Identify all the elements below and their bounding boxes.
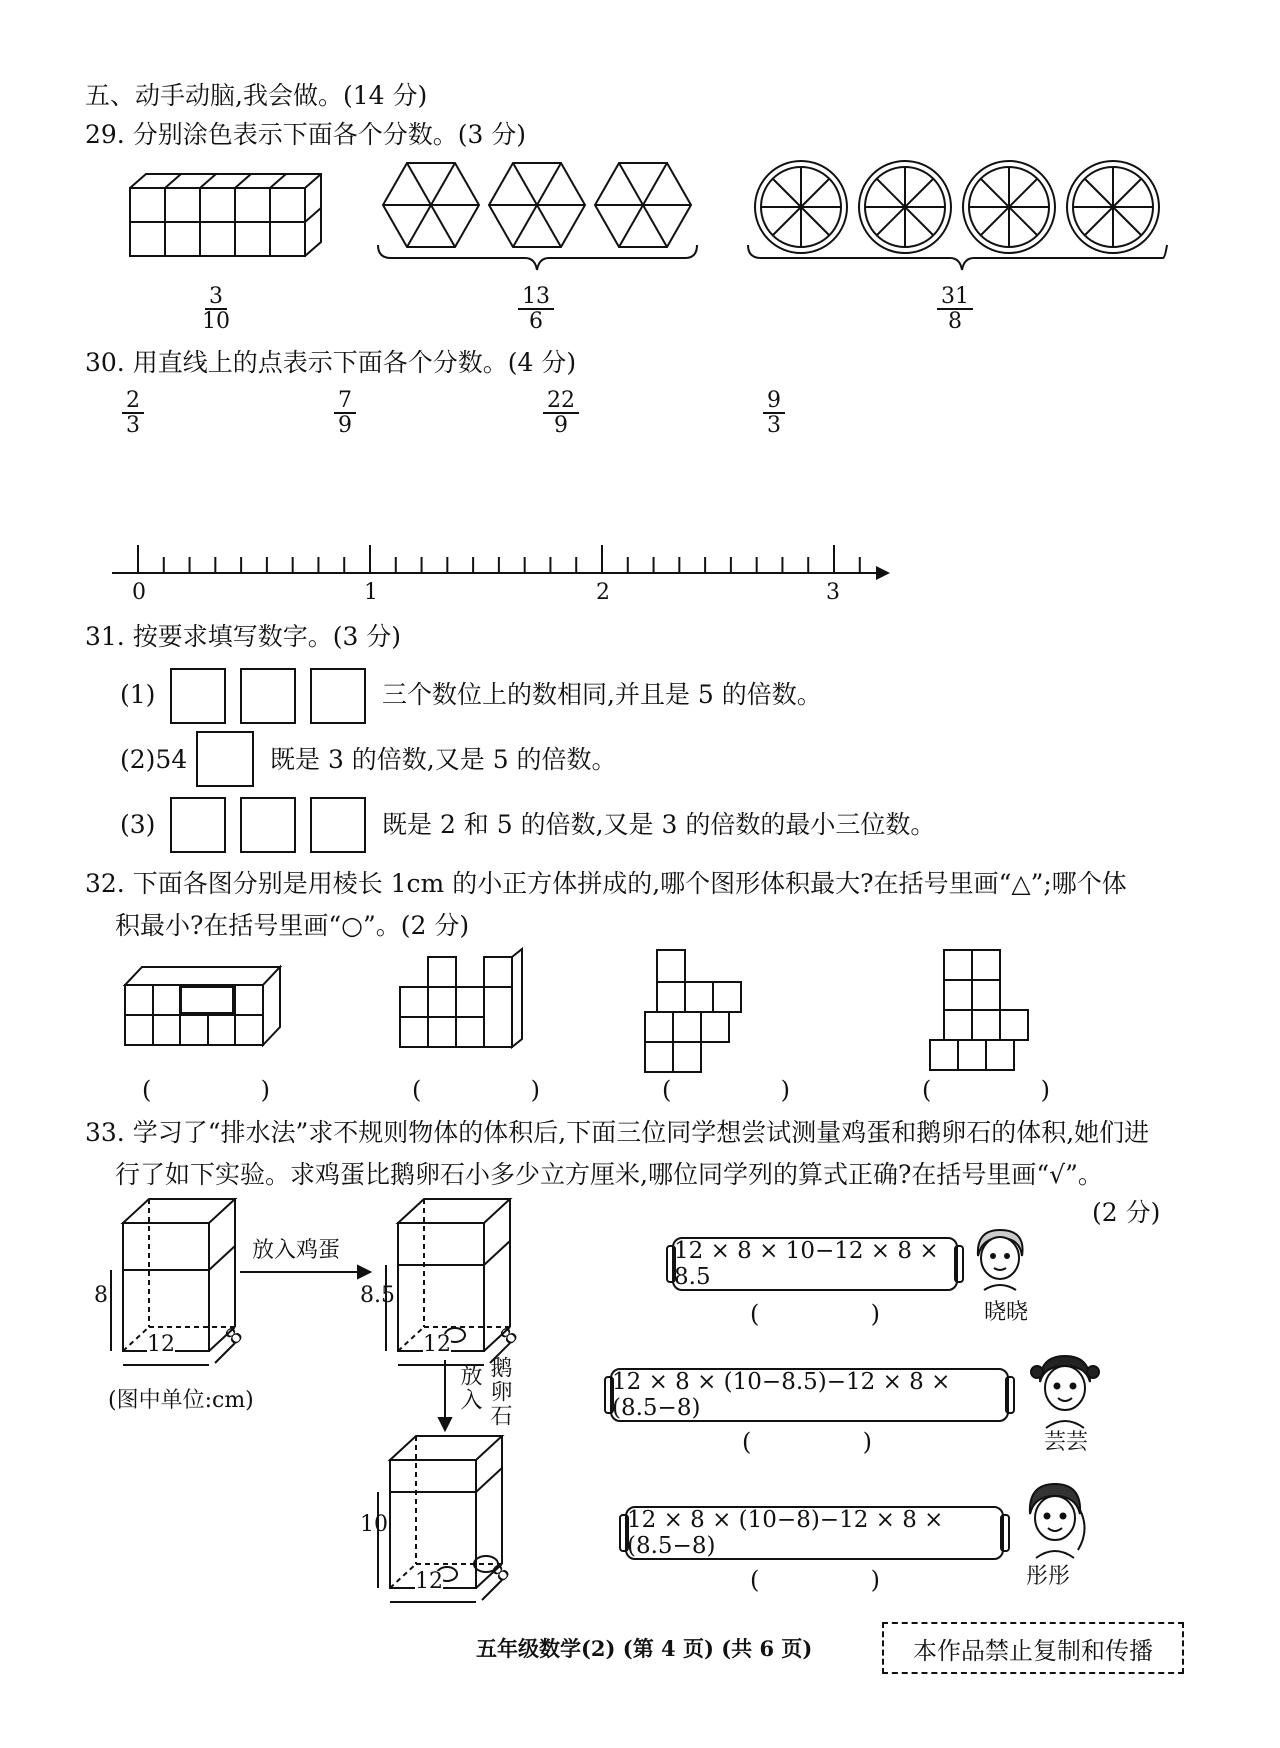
q31-2-text: 既是 3 的倍数,又是 5 的倍数。 — [270, 745, 617, 774]
q31-1-text: 三个数位上的数相同,并且是 5 的倍数。 — [382, 680, 822, 709]
tank-1-length: 12 — [147, 1332, 175, 1357]
q32-figure-2 — [400, 955, 540, 1065]
arrow-put-egg — [240, 1262, 370, 1282]
q32-line-2: 积最小?在括号里画“○”。(2 分) — [115, 911, 470, 940]
q32-line-1: 32. 下面各图分别是用棱长 1cm 的小正方体拼成的,哪个图形体积最大?在括号里画“△”;哪个体 — [85, 869, 1127, 898]
q29-cuboid-figure — [128, 170, 328, 260]
formula-xiaoxiao: 12 × 8 × 10−12 × 8 × 8.5 — [672, 1237, 958, 1291]
arrow-put-egg-label: 放入鸡蛋 — [252, 1238, 341, 1263]
q31-3-text: 既是 2 和 5 的倍数,又是 3 的倍数的最小三位数。 — [382, 810, 936, 839]
q31-2-prefix: (2)54 — [120, 745, 188, 774]
q31-1-digit-box-1[interactable] — [170, 668, 226, 724]
footer-page-info: 五年级数学(2) (第 4 页) (共 6 页) — [476, 1636, 813, 1661]
tank-2-length: 12 — [423, 1332, 451, 1357]
q31-3-digit-box-3[interactable] — [310, 797, 366, 853]
q32-answer-3[interactable]: ( ) — [662, 1076, 790, 1104]
answer-xiaoxiao[interactable]: ( ) — [750, 1300, 880, 1328]
q29-fraction-2: $\frac{13}{6}$ — [518, 285, 554, 333]
tank-1-height: 8 — [94, 1283, 108, 1308]
q30-fraction-4: $\frac{9}{3}$ — [763, 389, 785, 437]
q31-1-digit-box-2[interactable] — [240, 668, 296, 724]
q32-answer-4[interactable]: ( ) — [922, 1076, 1050, 1104]
axis-label-2: 2 — [596, 580, 610, 605]
axis-label-0: 0 — [132, 580, 146, 605]
student-avatar-xiaoxiao — [970, 1226, 1030, 1292]
student-name-xiaoxiao: 晓晓 — [984, 1300, 1029, 1325]
q31-3-prefix: (3) — [120, 810, 156, 839]
unit-note: (图中单位:cm) — [108, 1388, 254, 1413]
q31-1-prefix: (1) — [120, 680, 156, 709]
q33-line-2: 行了如下实验。求鸡蛋比鹅卵石小多少立方厘米,哪位同学列的算式正确?在括号里画“√”。 — [115, 1160, 1103, 1189]
section-title: 五、动手动脑,我会做。(14 分) — [85, 81, 428, 110]
q29-hexagons-figure — [375, 155, 695, 275]
arrow-put-stone — [435, 1360, 455, 1430]
q29-fraction-3: $\frac{31}{8}$ — [937, 285, 973, 333]
number-line-arrow-icon — [876, 566, 890, 580]
tank-2-height: 8.5 — [360, 1283, 395, 1308]
q30-fraction-2: $\frac{7}{9}$ — [334, 389, 356, 437]
answer-tongtong[interactable]: ( ) — [750, 1566, 880, 1594]
number-line — [110, 535, 890, 575]
answer-yunyun[interactable]: ( ) — [742, 1428, 872, 1456]
tank-3-height: 10 — [360, 1512, 388, 1537]
q31-2-digit-box[interactable] — [196, 731, 254, 787]
q32-figure-4 — [930, 950, 1070, 1070]
footer-stamp: 本作品禁止复制和传播 — [882, 1622, 1184, 1674]
q32-figure-1 — [125, 955, 295, 1065]
q31-3-digit-box-2[interactable] — [240, 797, 296, 853]
q33-line-1: 33. 学习了“排水法”求不规则物体的体积后,下面三位同学想尝试测量鸡蛋和鹅卵石的体积,她们进 — [85, 1118, 1150, 1147]
arrow-put-stone-object: 鹅卵石 — [487, 1356, 512, 1428]
formula-yunyun: 12 × 8 × (10−8.5)−12 × 8 × (8.5−8) — [610, 1368, 1009, 1422]
q29-fraction-1: $\frac{3}{10}$ — [202, 284, 230, 335]
q29-title: 29. 分别涂色表示下面各个分数。(3 分) — [85, 120, 527, 149]
formula-tongtong: 12 × 8 × (10−8)−12 × 8 × (8.5−8) — [625, 1506, 1004, 1560]
q32-figure-3 — [645, 950, 785, 1070]
tank-3-length: 12 — [415, 1569, 443, 1594]
q33-score: (2 分) — [1092, 1198, 1161, 1227]
q32-answer-1[interactable]: ( ) — [142, 1076, 270, 1104]
tank-1-width: 8 — [220, 1322, 249, 1351]
arrow-put-stone-label: 放入 — [457, 1364, 482, 1412]
axis-label-1: 1 — [364, 580, 378, 605]
tank-2-width: 8 — [495, 1322, 524, 1351]
q29-circles-figure — [745, 155, 1175, 275]
q31-title: 31. 按要求填写数字。(3 分) — [85, 622, 402, 651]
axis-label-3: 3 — [826, 580, 840, 605]
student-avatar-tongtong — [1020, 1480, 1090, 1560]
student-name-yunyun: 芸芸 — [1044, 1430, 1089, 1455]
q30-fraction-3: $\frac{22}{9}$ — [543, 389, 579, 437]
tank-3-width: 8 — [487, 1559, 516, 1588]
student-name-tongtong: 彤彤 — [1026, 1564, 1071, 1589]
q30-fraction-1: $\frac{2}{3}$ — [122, 389, 144, 437]
q31-1-digit-box-3[interactable] — [310, 668, 366, 724]
student-avatar-yunyun — [1030, 1352, 1100, 1432]
q32-answer-2[interactable]: ( ) — [412, 1076, 540, 1104]
q30-title: 30. 用直线上的点表示下面各个分数。(4 分) — [85, 348, 577, 377]
q31-3-digit-box-1[interactable] — [170, 797, 226, 853]
